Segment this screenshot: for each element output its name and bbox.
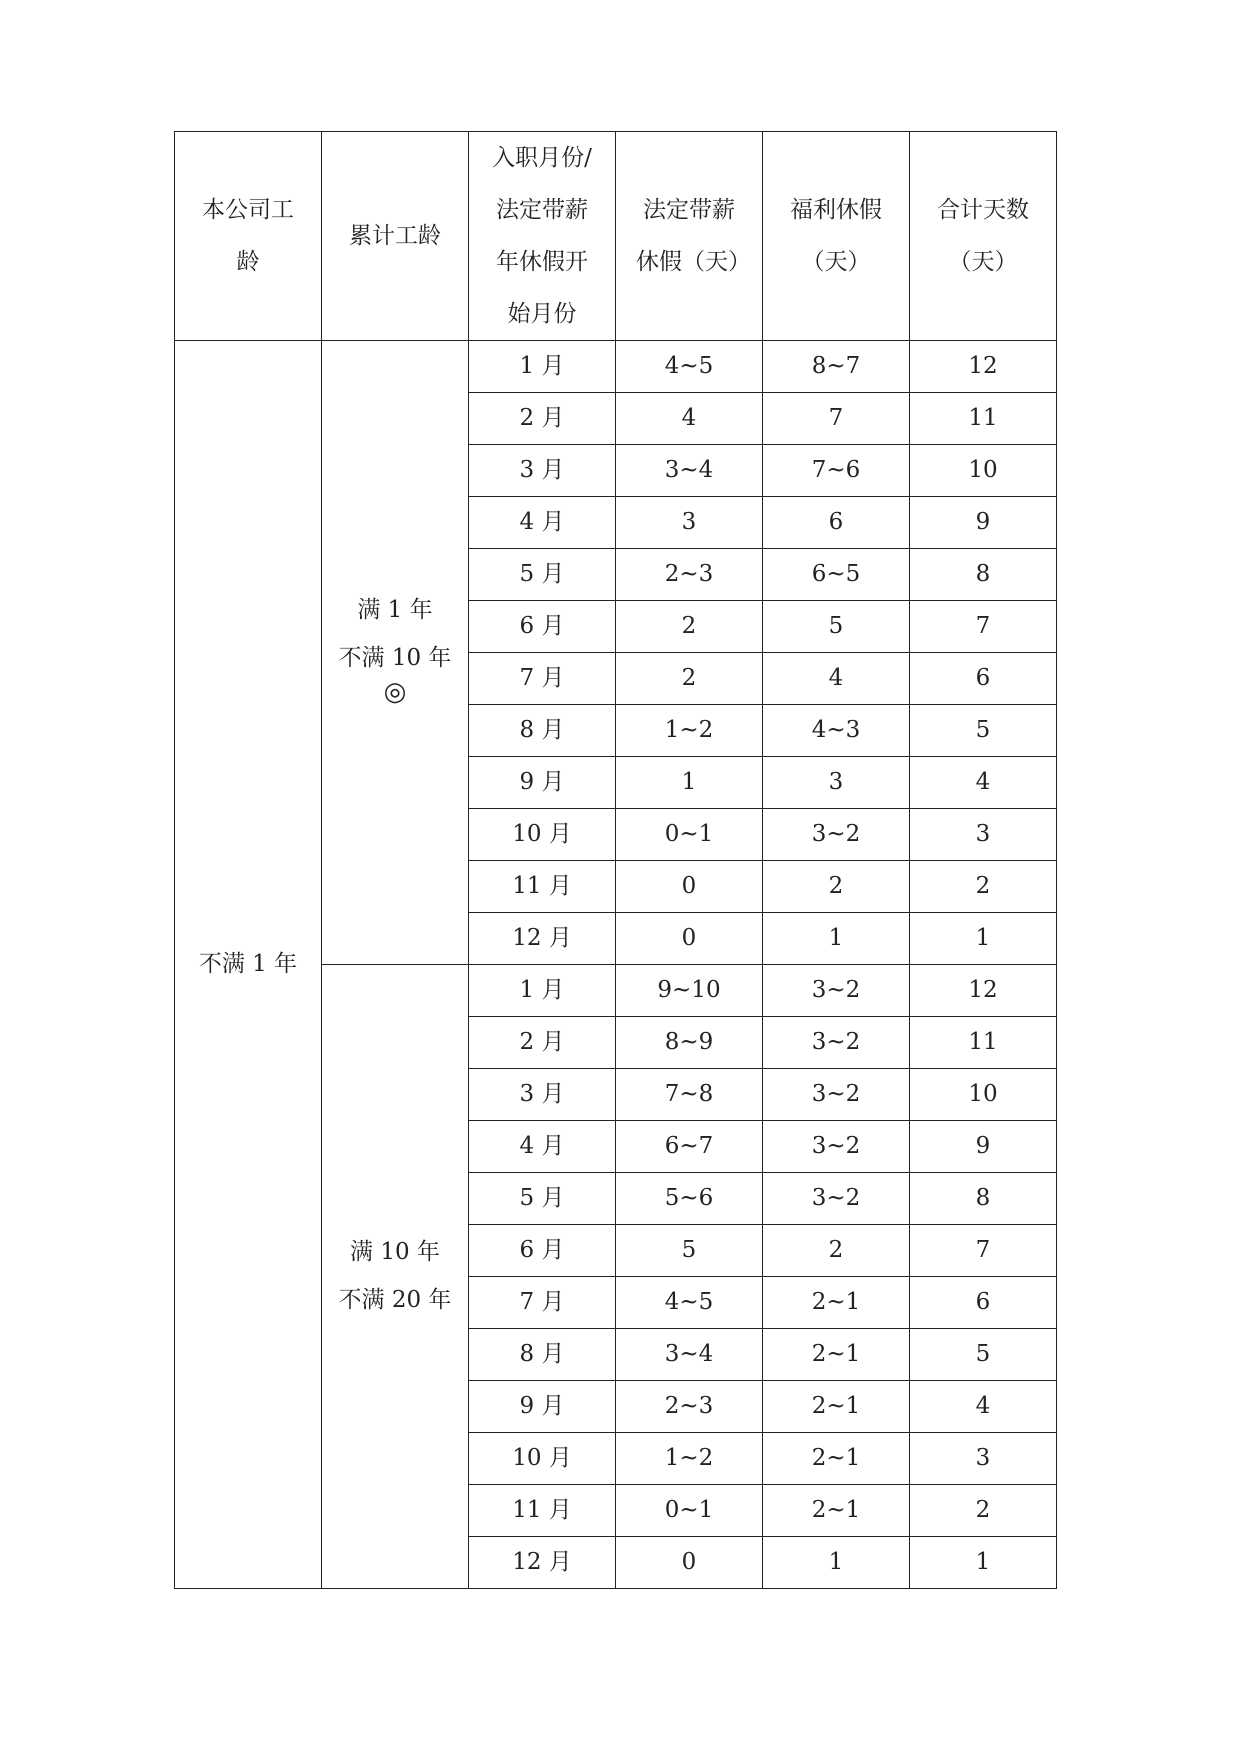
- statutory-leave-cell: 0: [616, 861, 763, 913]
- welfare-leave-cell: 3~2: [763, 1173, 910, 1225]
- welfare-leave-cell: 2: [763, 861, 910, 913]
- welfare-leave-cell: 6~5: [763, 549, 910, 601]
- statutory-leave-cell: 4: [616, 393, 763, 445]
- total-days-cell: 12: [910, 341, 1057, 393]
- header-statutory-leave: 法定带薪休假（天）: [616, 132, 763, 341]
- welfare-leave-cell: 2~1: [763, 1381, 910, 1433]
- statutory-leave-cell: 4~5: [616, 341, 763, 393]
- month-cell: 12 月: [469, 913, 616, 965]
- statutory-leave-cell: 3~4: [616, 445, 763, 497]
- group-a-label-line1: 满 1 年: [357, 597, 433, 624]
- month-cell: 9 月: [469, 757, 616, 809]
- month-cell: 6 月: [469, 601, 616, 653]
- total-days-cell: 9: [910, 497, 1057, 549]
- header-welfare-leave: 福利休假（天）: [763, 132, 910, 341]
- statutory-leave-cell: 5~6: [616, 1173, 763, 1225]
- total-days-cell: 7: [910, 1225, 1057, 1277]
- month-cell: 12 月: [469, 1537, 616, 1589]
- total-days-cell: 4: [910, 757, 1057, 809]
- welfare-leave-cell: 2~1: [763, 1485, 910, 1537]
- total-days-cell: 10: [910, 1069, 1057, 1121]
- annual-leave-table: [174, 131, 1057, 1589]
- total-days-cell: 12: [910, 965, 1057, 1017]
- total-days-cell: 11: [910, 1017, 1057, 1069]
- total-days-cell: 9: [910, 1121, 1057, 1173]
- total-days-cell: 5: [910, 705, 1057, 757]
- month-cell: 5 月: [469, 1173, 616, 1225]
- month-cell: 9 月: [469, 1381, 616, 1433]
- welfare-leave-cell: 2: [763, 1225, 910, 1277]
- statutory-leave-cell: 1~2: [616, 705, 763, 757]
- month-cell: 4 月: [469, 1121, 616, 1173]
- welfare-leave-cell: 5: [763, 601, 910, 653]
- welfare-leave-cell: 4: [763, 653, 910, 705]
- total-days-cell: 8: [910, 549, 1057, 601]
- statutory-leave-cell: 0: [616, 1537, 763, 1589]
- statutory-leave-cell: 2: [616, 601, 763, 653]
- group-b-label-cell: [322, 965, 469, 1589]
- table-row: [175, 341, 1057, 393]
- total-days-cell: 3: [910, 809, 1057, 861]
- welfare-leave-cell: 7: [763, 393, 910, 445]
- header-total-years: 累计工龄: [322, 132, 469, 341]
- header-row: [175, 132, 1057, 341]
- statutory-leave-cell: 1~2: [616, 1433, 763, 1485]
- statutory-leave-cell: 2~3: [616, 1381, 763, 1433]
- total-days-cell: 1: [910, 1537, 1057, 1589]
- total-days-cell: 4: [910, 1381, 1057, 1433]
- month-cell: 6 月: [469, 1225, 616, 1277]
- month-cell: 2 月: [469, 393, 616, 445]
- month-cell: 1 月: [469, 341, 616, 393]
- welfare-leave-cell: 4~3: [763, 705, 910, 757]
- double-circle-mark: ◎: [383, 676, 407, 707]
- total-days-cell: 5: [910, 1329, 1057, 1381]
- total-days-cell: 1: [910, 913, 1057, 965]
- statutory-leave-cell: 1: [616, 757, 763, 809]
- statutory-leave-cell: 3~4: [616, 1329, 763, 1381]
- total-days-cell: 2: [910, 861, 1057, 913]
- month-cell: 7 月: [469, 1277, 616, 1329]
- statutory-leave-cell: 2~3: [616, 549, 763, 601]
- statutory-leave-cell: 9~10: [616, 965, 763, 1017]
- header-company-years: 本公司工龄: [175, 132, 322, 341]
- statutory-leave-cell: 0: [616, 913, 763, 965]
- statutory-leave-cell: 7~8: [616, 1069, 763, 1121]
- statutory-leave-cell: 0~1: [616, 809, 763, 861]
- month-cell: 4 月: [469, 497, 616, 549]
- header-entry-month: 入职月份/法定带薪年休假开始月份: [469, 132, 616, 341]
- total-days-cell: 8: [910, 1173, 1057, 1225]
- statutory-leave-cell: 5: [616, 1225, 763, 1277]
- welfare-leave-cell: 3~2: [763, 1017, 910, 1069]
- welfare-leave-cell: 3: [763, 757, 910, 809]
- welfare-leave-cell: 1: [763, 1537, 910, 1589]
- total-days-cell: 3: [910, 1433, 1057, 1485]
- statutory-leave-cell: 0~1: [616, 1485, 763, 1537]
- month-cell: 3 月: [469, 1069, 616, 1121]
- statutory-leave-cell: 6~7: [616, 1121, 763, 1173]
- month-cell: 8 月: [469, 705, 616, 757]
- month-cell: 8 月: [469, 1329, 616, 1381]
- group-b-label-line2: 不满 20 年: [338, 1286, 452, 1313]
- total-days-cell: 2: [910, 1485, 1057, 1537]
- month-cell: 1 月: [469, 965, 616, 1017]
- welfare-leave-cell: 3~2: [763, 1069, 910, 1121]
- group-b-label-line1: 满 10 年: [350, 1238, 440, 1265]
- welfare-leave-cell: 2~1: [763, 1329, 910, 1381]
- welfare-leave-cell: 8~7: [763, 341, 910, 393]
- welfare-leave-cell: 2~1: [763, 1433, 910, 1485]
- group-a-label-cell: [322, 341, 469, 965]
- total-days-cell: 6: [910, 1277, 1057, 1329]
- total-days-cell: 10: [910, 445, 1057, 497]
- welfare-leave-cell: 3~2: [763, 1121, 910, 1173]
- welfare-leave-cell: 2~1: [763, 1277, 910, 1329]
- statutory-leave-cell: 8~9: [616, 1017, 763, 1069]
- welfare-leave-cell: 3~2: [763, 965, 910, 1017]
- total-days-cell: 6: [910, 653, 1057, 705]
- month-cell: 10 月: [469, 809, 616, 861]
- total-days-cell: 11: [910, 393, 1057, 445]
- month-cell: 11 月: [469, 861, 616, 913]
- month-cell: 5 月: [469, 549, 616, 601]
- welfare-leave-cell: 7~6: [763, 445, 910, 497]
- month-cell: 3 月: [469, 445, 616, 497]
- group-a-label-line2: 不满 10 年: [338, 644, 452, 671]
- month-cell: 2 月: [469, 1017, 616, 1069]
- header-total-days: 合计天数（天）: [910, 132, 1057, 341]
- month-cell: 10 月: [469, 1433, 616, 1485]
- welfare-leave-cell: 6: [763, 497, 910, 549]
- month-cell: 7 月: [469, 653, 616, 705]
- welfare-leave-cell: 3~2: [763, 809, 910, 861]
- statutory-leave-cell: 3: [616, 497, 763, 549]
- welfare-leave-cell: 1: [763, 913, 910, 965]
- statutory-leave-cell: 4~5: [616, 1277, 763, 1329]
- statutory-leave-cell: 2: [616, 653, 763, 705]
- month-cell: 11 月: [469, 1485, 616, 1537]
- company-years-cell: 不满 1 年: [175, 341, 322, 1589]
- total-days-cell: 7: [910, 601, 1057, 653]
